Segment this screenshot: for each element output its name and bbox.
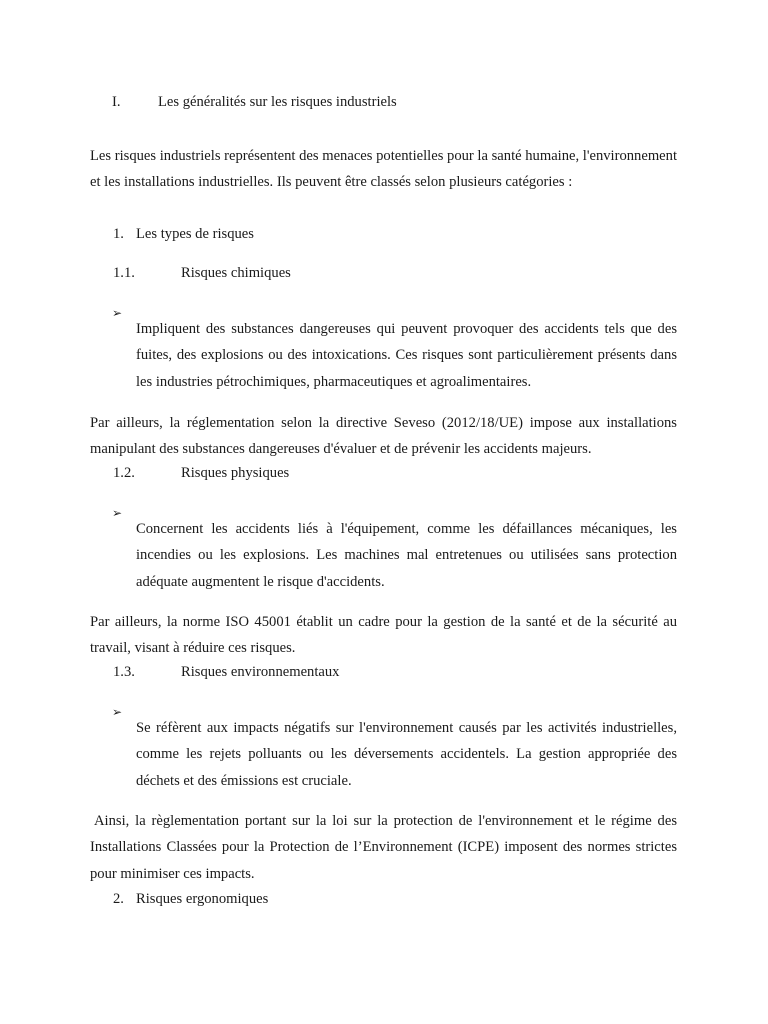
arrow-bullet-icon: ➢	[112, 705, 123, 719]
subsubsection-number: 1.1.	[113, 265, 135, 281]
subsubsection-number: 1.2.	[113, 465, 135, 481]
paragraph-icpe: Ainsi, la règlementation portant sur la loi sur la protection de l'environnement et le régime des Installations Classées pour la Protection de l’Environnement (ICPE) imposent des normes strictes pour minimiser ces impacts.	[90, 812, 677, 882]
intro-paragraph: Les risques industriels représentent des menaces potentielles pour la santé humaine, l'environnement et les installations industrielles. Ils peuvent être classés selon plusieurs catégories :	[90, 147, 678, 191]
subsubsection-number: 1.3.	[113, 664, 135, 680]
subsubsection-title: Risques environnementaux	[181, 664, 340, 680]
bullet-paragraph-environmental: Se réfèrent aux impacts négatifs sur l'environnement causés par les activités industrielles, comme les rejets polluants ou les déversements accidentels. La gestion appropriée des déchets et des émissions est cruciale.	[136, 719, 677, 789]
arrow-bullet-icon: ➢	[112, 506, 123, 520]
subsection-number: 1.	[113, 226, 124, 242]
subsection-title: Les types de risques	[136, 226, 254, 242]
arrow-bullet-icon: ➢	[112, 306, 123, 320]
bullet-paragraph-physical: Concernent les accidents liés à l'équipement, comme les défaillances mécaniques, les incendies ou les explosions. Les machines mal entretenues ou utilisées sans protection adéquate augmentent le risque d'accidents.	[136, 520, 677, 590]
subsubsection-title: Risques chimiques	[181, 265, 291, 281]
paragraph-iso: Par ailleurs, la norme ISO 45001 établit un cadre pour la gestion de la santé et de la sécurité au travail, visant à réduire ces risques.	[90, 613, 677, 657]
section-title: Les généralités sur les risques industriels	[158, 94, 397, 110]
subsection-title: Risques ergonomiques	[136, 891, 269, 907]
paragraph-seveso: Par ailleurs, la réglementation selon la directive Seveso (2012/18/UE) impose aux installations manipulant des substances dangereuses d'évaluer et de prévenir les accidents majeurs.	[90, 414, 677, 458]
section-number: I.	[112, 94, 121, 110]
bullet-paragraph-chemical: Impliquent des substances dangereuses qui peuvent provoquer des accidents tels que des fuites, des explosions ou des intoxications. Ces risques sont particulièrement présents dans les industries pétrochimiques, pharmaceutiques et agroalimentaires.	[136, 320, 677, 390]
subsection-number: 2.	[113, 891, 124, 907]
subsubsection-title: Risques physiques	[181, 465, 290, 481]
